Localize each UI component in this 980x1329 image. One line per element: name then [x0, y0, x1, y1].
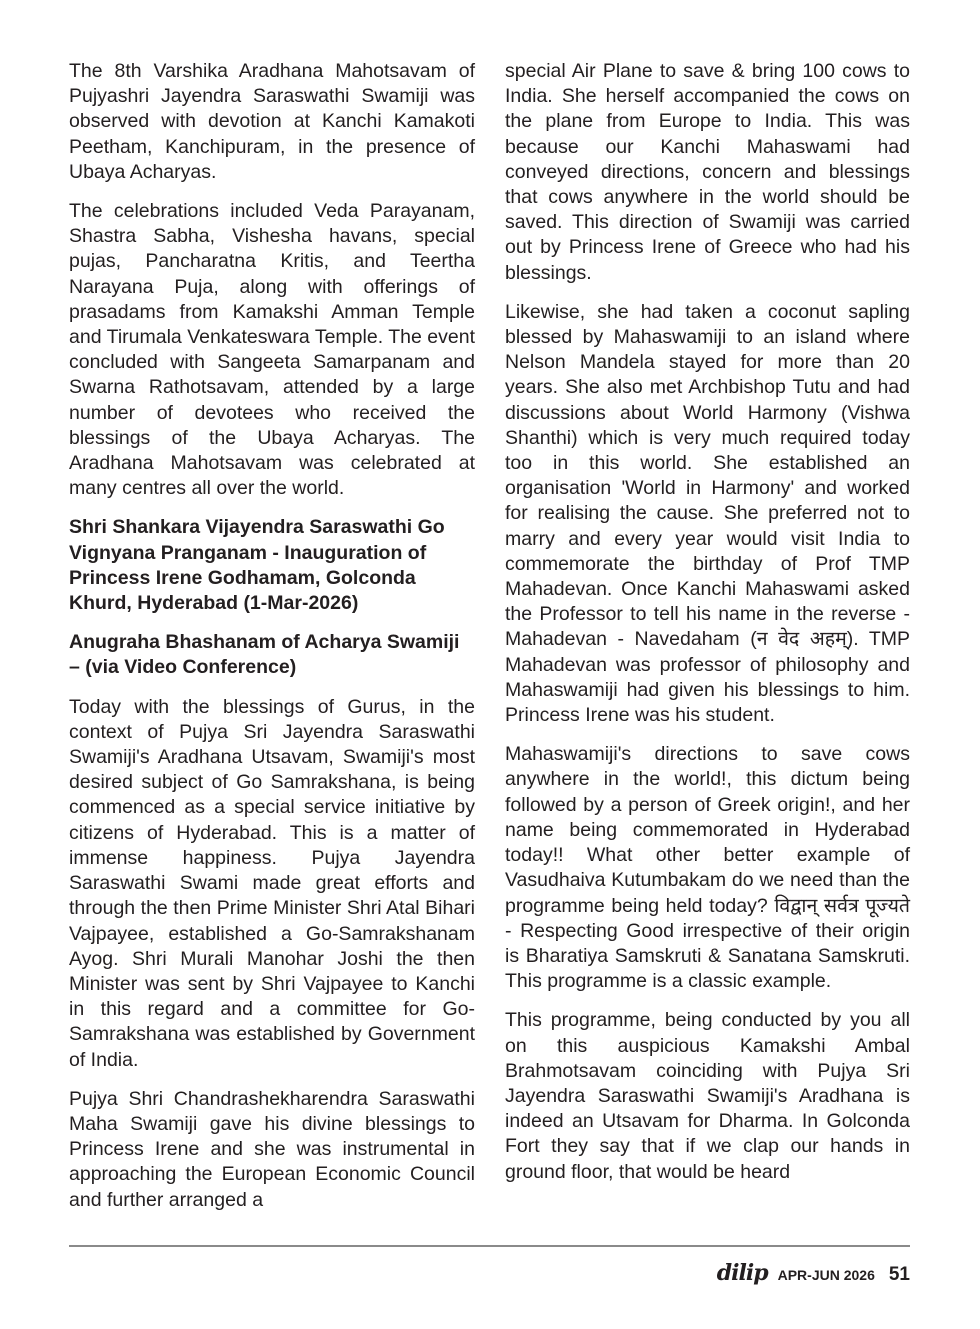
- paragraph-coconut-sapling: Likewise, she had taken a coconut sapling blessed by Mahaswamiji to an island where Nelson Mandela stayed for more than 20 years. She also met Archbishop Tutu and had discussions about World Harmony (Vishwa Shanthi) which is very much required today too in this world. She established an organisation 'World in Harmony' and worked for realising the cause. She preferred not to marry and every year would visit India to commemorate the birthday of Prof TMP Mahadevan. Once Kanchi Mahaswami asked the Professor to tell his name in the reverse -Mahadevan - Navedaham (न वेद अहम्). TMP Mahadevan was professor of philosophy and Mahaswamiji had given his blessings to him. Princess Irene was his student.: [505, 300, 910, 727]
- issue-label: APR-JUN 2026: [777, 1267, 875, 1283]
- paragraph-air-plane: special Air Plane to save & bring 100 cows to India. She herself accompanied the cows on the plane from Europe to India. This was because our Kanchi Mahaswami had conveyed directions, concern and blessings that cows anywhere in the world should be saved. This direction of Swamiji was carried out by Princess Irene of Greece who had his blessings.: [505, 60, 910, 284]
- right-column: [505, 59, 910, 1199]
- left-column: [69, 59, 475, 1227]
- paragraph-utsavam-for-dharma: This programme, being conducted by you all on this auspicious Kamakshi Ambal Brahmotsavam coinciding with Pujya Sri Jayendra Saraswathi Swamiji's Aradhana is indeed an Utsavam for Dharma. In Golconda Fort they say that if we clap our hands in ground floor, that would be heard: [505, 1009, 910, 1183]
- magazine-logo: dilip: [716, 1260, 768, 1286]
- section-heading-inauguration: Shri Shankara Vijayendra Saraswathi Go Vignyana Pranganam - Inauguration of Princess Irene Godhamam, Golconda Khurd, Hyderabad (1-Mar-2026): [69, 516, 445, 615]
- paragraph-aradhana-intro: The 8th Varshika Aradhana Mahotsavam of Pujyashri Jayendra Saraswathi Swamiji was observed with devotion at Kanchi Kamakoti Peetham, Kanchipuram, in the presence of Ubaya Acharyas.: [69, 60, 475, 183]
- paragraph-vasudhaiva-kutumbakam: Mahaswamiji's directions to save cows anywhere in the world!, this dictum being followed by a person of Greek origin!, and her name being commemorated in Hyderabad today!! What other better example of Vasudhaiva Kutumbakam do we need than the programme being held today? विद्वान् सर्वत्र पूज्यते - Respecting Good irrespective of their origin is Bharatiya Samskruti & Sanatana Samskruti. This programme is a classic example.: [505, 743, 910, 993]
- paragraph-go-samrakshana: Today with the blessings of Gurus, in the context of Pujya Sri Jayendra Saraswathi Swamiji's Aradhana Utsavam, Swamiji's most desired subject of Go Samrakshana, is being commenced as a special service initiative by citizens of Hyderabad. This is a matter of immense happiness. Pujya Jayendra Saraswathi Swami made great efforts and through the then Prime Minister Shri Atal Bihari Vajpayee, established a Go-Samrakshanam Ayog. Shri Murali Manohar Joshi the then Minister was sent by Shri Vajpayee to Kanchi in this regard and a committee for Go-Samrakshana was established by Government of India.: [69, 695, 475, 1071]
- section-heading-anugraha-bhashanam: Anugraha Bhashanam of Acharya Swamiji – (via Video Conference): [69, 631, 460, 679]
- footer-divider: [69, 1245, 910, 1247]
- page-number: 51: [888, 1264, 910, 1285]
- paragraph-celebrations: The celebrations included Veda Parayanam, Shastra Sabha, Vishesha havans, special pujas, Pancharatna Kritis, and Teertha Narayana Puja, along with offerings of prasadams from Kamakshi Amman Temple and Tirumala Venkateswara Temple. The event concluded with Sangeeta Samarpanam and Swarna Rathotsavam, attended by a large number of devotees who received the blessings of the Ubaya Acharyas. The Aradhana Mahotsavam was celebrated at many centres all over the world.: [69, 200, 475, 500]
- page-footer: [717, 1260, 910, 1286]
- paragraph-princess-irene: Pujya Shri Chandrashekharendra Saraswathi Maha Swamiji gave his divine blessings to Princess Irene and she was instrumental in approaching the European Economic Council and further arranged a: [69, 1087, 475, 1211]
